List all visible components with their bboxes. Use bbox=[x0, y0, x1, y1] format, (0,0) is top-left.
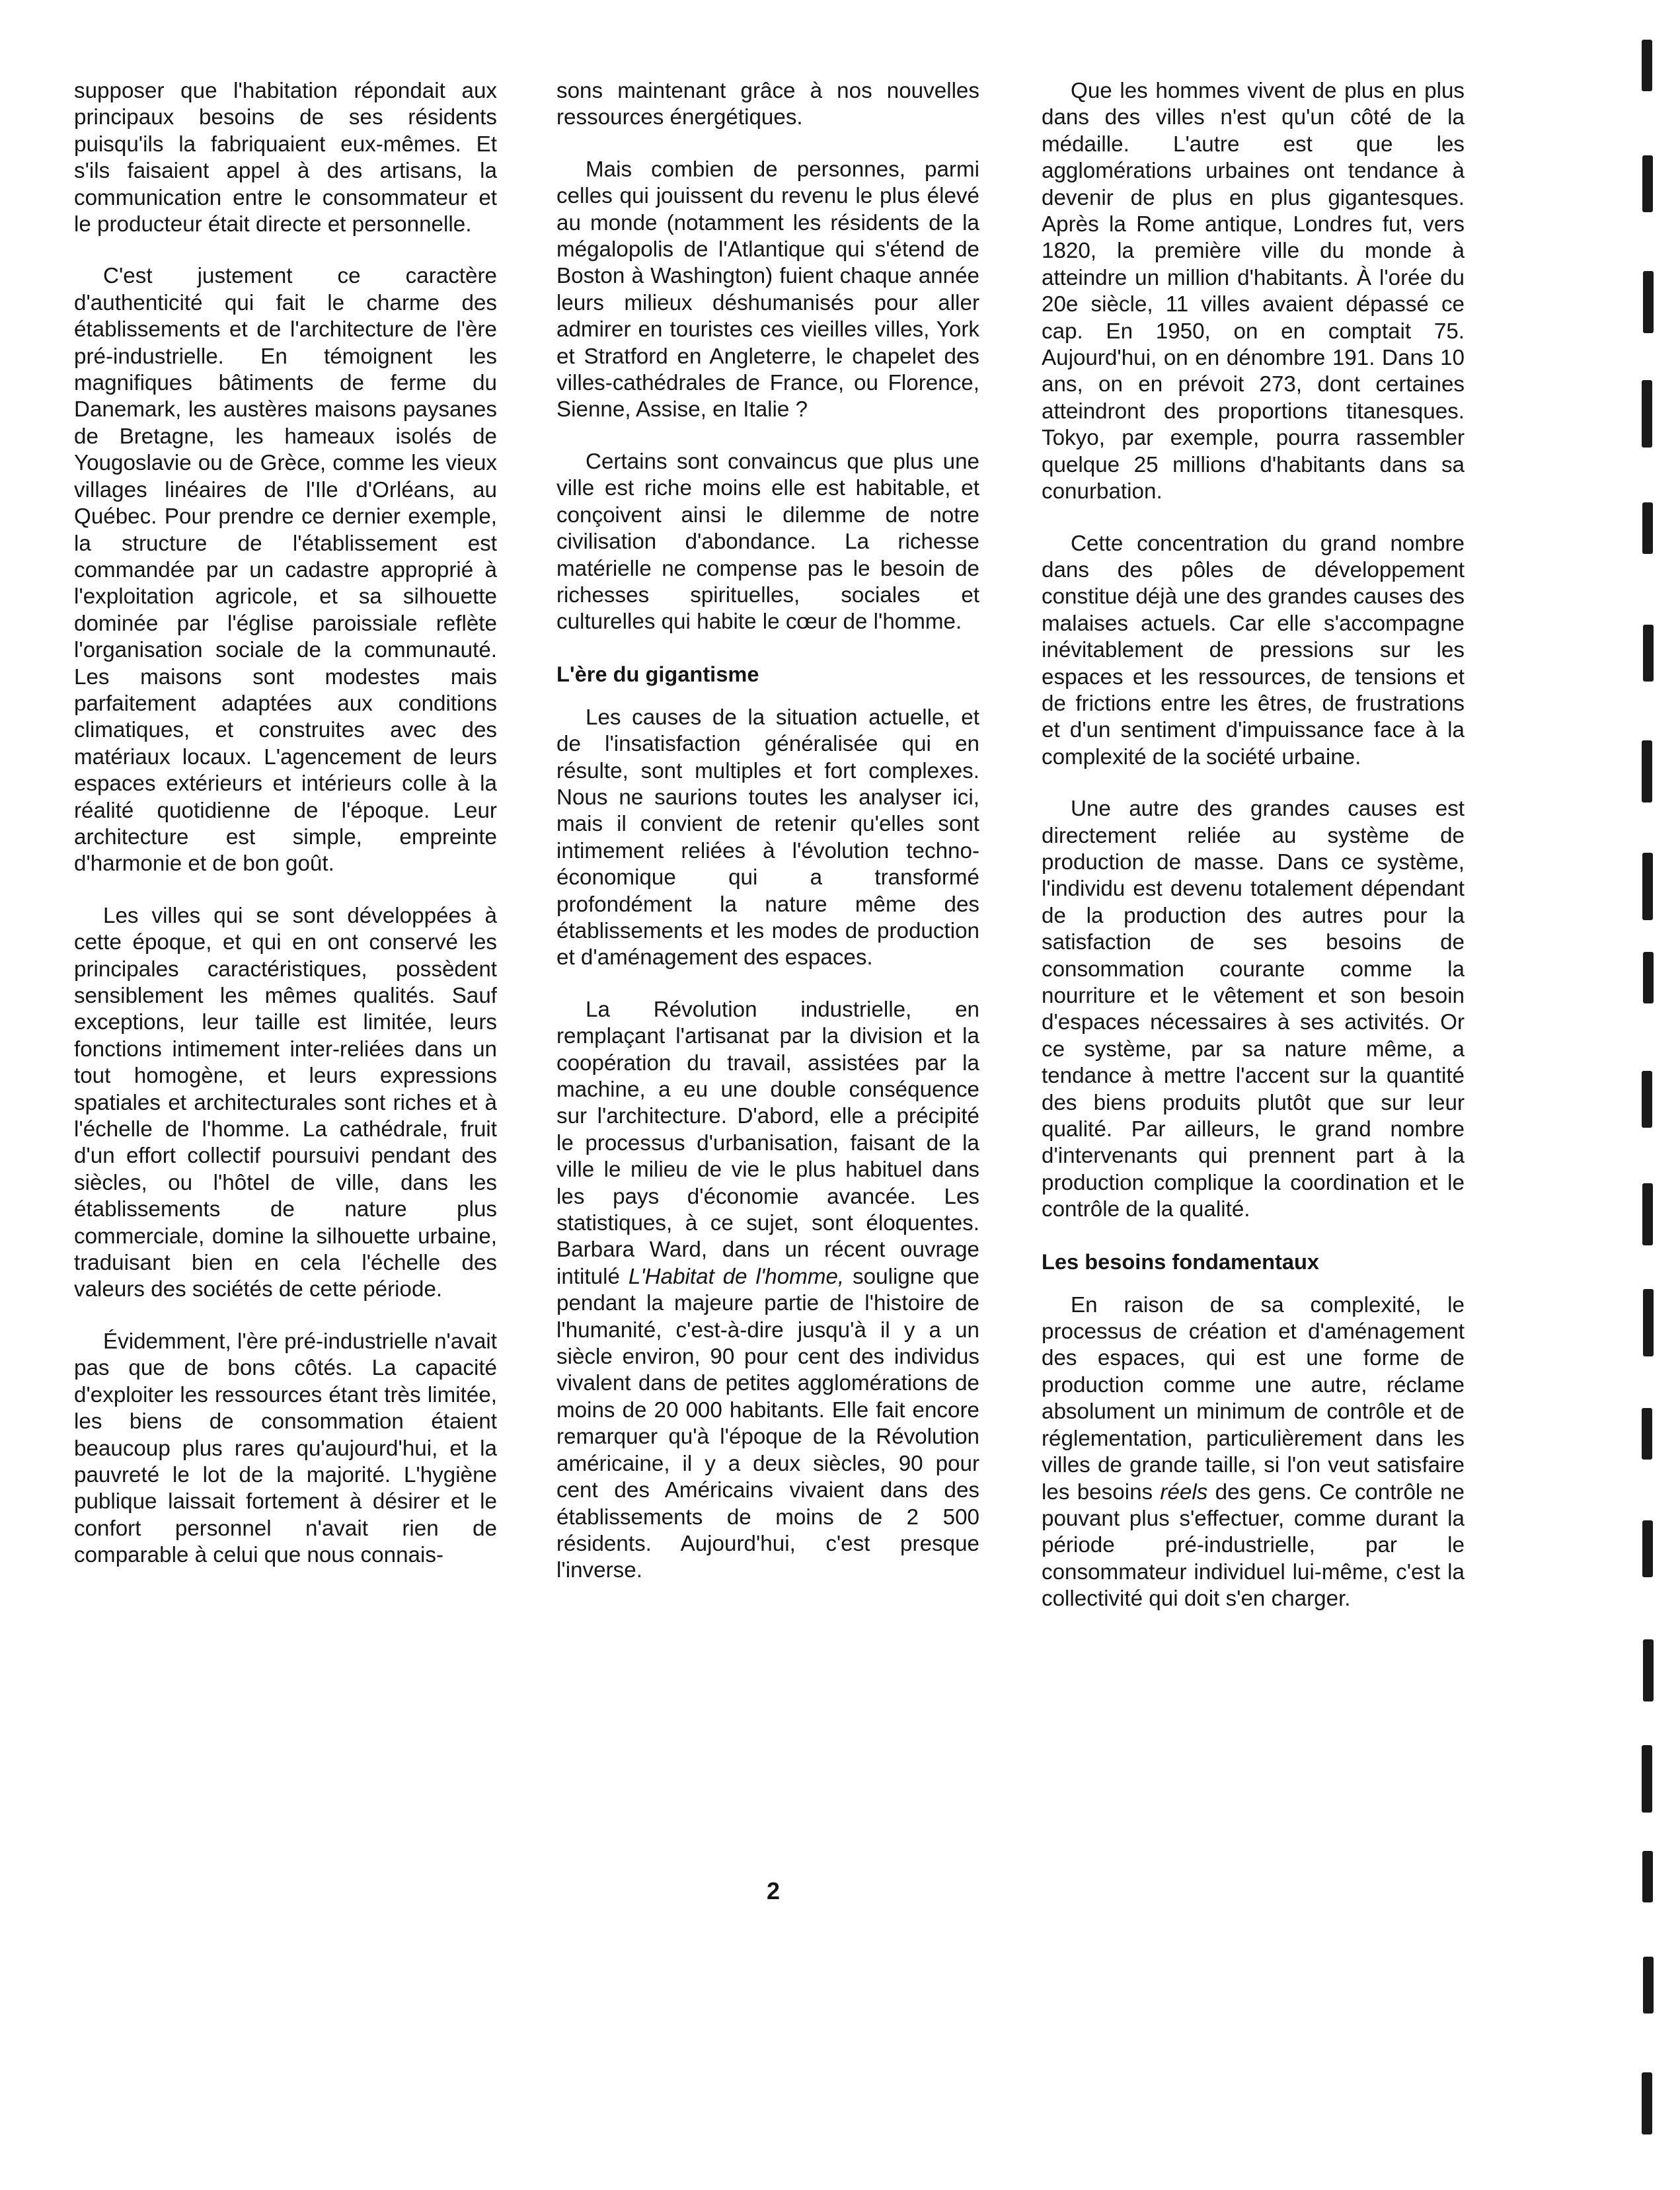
paragraph bbox=[1042, 1292, 1465, 1613]
section-heading-besoins: Les besoins fondamentaux bbox=[1042, 1249, 1319, 1274]
paragraph: Mais combien de personnes, parmi celles qui jouissent du revenu le plus élevé au monde (notamment les résidents de la mégalopolis de l'Atlantique qui s'étend de Boston à Washington) fuient chaque année leurs milieux déshumanisés pour aller admirer en touristes ces vieilles villes, York et Stratford en Angleterre, le chapelet des villes-cathédrales de France, ou Florence, Sienne, Assise, en Italie ? bbox=[556, 157, 979, 422]
paragraph bbox=[556, 997, 979, 1584]
binding-mark bbox=[1642, 380, 1652, 448]
paragraph: C'est justement ce caractère d'authenticité qui fait le charme des établissements et de l'architecture de l'ère pré-industrielle. En témoignent les magnifiques bâtiments de ferme du Danemark, les austères maisons paysanes de Bretagne, les hameaux isolés de Yougoslavie ou de Grèce, comme les vieux villages linéaires de l'Ile d'Orléans, au Québec. Pour prendre ce dernier exemple, la structure de l'établissement est commandée par un cadastre approprié à l'exploitation agricole, et sa silhouette dominée par l'église paroissiale reflète l'organisation sociale de la communauté. Les maisons sont modestes mais parfaitement adaptées aux conditions climatiques, et construites avec des matériaux locaux. L'agencement de leurs espaces extérieurs et intérieurs colle à la réalité quotidienne de l'époque. Leur architecture est simple, empreinte d'harmonie et de bon goût. bbox=[74, 264, 497, 877]
binding-mark bbox=[1642, 1520, 1653, 1577]
column-1 bbox=[74, 78, 497, 1594]
column-3 bbox=[1042, 78, 1465, 1638]
paragraph: Cette concentration du grand nombre dans des pôles de développement constitue déjà une des grandes causes des malaises actuels. Car elle s'accompagne inévitablement de pressions sur les espaces et les ressources, de tensions et de frictions entre les êtres, de frustrations et d'un sentiment d'impuissance face à la complexité de la société urbaine. bbox=[1042, 531, 1465, 769]
binding-mark bbox=[1642, 740, 1652, 802]
binding-mark bbox=[1642, 40, 1652, 91]
binding-mark bbox=[1643, 1639, 1654, 1701]
binding-mark bbox=[1642, 502, 1653, 554]
paragraph: supposer que l'habitation répondait aux principaux besoins de ses résidents puisqu'ils la fabriquaient eux-mêmes. Et s'ils faisaient appel à des artisans, la communication entre le consommateur et le producteur était directe et personnelle. bbox=[74, 79, 497, 237]
column-2 bbox=[556, 78, 979, 1610]
text-run: des gens. Ce contrôle ne pouvant plus s'effectuer, comme durant la période pré-industrielle, par le consommateur individuel lui-même, c'est la collectivité qui doit s'en charger. bbox=[1042, 1479, 1465, 1612]
binding-mark bbox=[1642, 1408, 1652, 1460]
text-run: La Révolution industrielle, en remplaçant l'artisanat par la division et la coopération du travail, assistées par la machine, a eu une double conséquence sur l'architecture. D'abord, elle a précipité le processus d'urbanisation, faisant de la ville le milieu de vie le plus habituel dans les pays d'économie avancée. Les statistiques, à ce sujet, sont éloquentes. Barbara Ward, dans un récent ouvrage intitulé bbox=[556, 997, 979, 1289]
binding-mark bbox=[1642, 1745, 1652, 1813]
paragraph: sons maintenant grâce à nos nouvelles ressources énergétiques. bbox=[556, 79, 979, 130]
binding-mark bbox=[1643, 271, 1654, 333]
paragraph: Une autre des grandes causes est directement reliée au système de production de masse. Dans ce système, l'individu est devenu totalement dépendant de la production des autres pour la satisfaction de ses besoins de consommation courante comme la nourriture et le vêtement et son besoin d'espaces nécessaires à ses activités. Or ce système, par sa nature même, a tendance à mettre l'accent sur la quantité des biens produits plutôt que sur leur qualité. Par ailleurs, le grand nombre d'intervenants qui prennent part à la production complique la coordination et le contrôle de la qualité. bbox=[1042, 797, 1465, 1222]
page-number: 2 bbox=[766, 1877, 781, 1904]
binding-mark bbox=[1643, 1957, 1654, 2014]
binding-mark bbox=[1642, 1071, 1652, 1128]
text-run: souligne que pendant la majeure partie de l'histoire de l'humanité, c'est-à-dire jusqu'à il y a un siècle environ, 90 pour cent des individus vivalent dans de petites agglomérations de moins de 20 000 habitants. Elle fait encore remarquer qu'à l'époque de la Révolution américaine, il y a deux siècles, 90 pour cent des Américains vivaient dans des établissements de moins de 2 500 résidents. Aujourd'hui, c'est presque l'inverse. bbox=[556, 1264, 979, 1583]
binding-mark bbox=[1643, 625, 1654, 682]
binding-mark bbox=[1642, 1183, 1653, 1245]
paragraph: Les villes qui se sont développées à cette époque, et qui en ont conservé les principales caractéristiques, possèdent sensiblement les mêmes qualités. Sauf exceptions, leur taille est limitée, leurs fonctions intimement inter-reliées dans un tout homogène, et leurs expressions spatiales et architecturales sont riches et à l'échelle de l'homme. La cathédrale, fruit d'un effort collectif poursuivi pendant des siècles, ou l'hôtel de ville, dans les établissements de nature plus commerciale, domine la silhouette urbaine, traduisant bien en cela l'échelle des valeurs des sociétés de cette période. bbox=[74, 903, 497, 1302]
binding-mark bbox=[1643, 1289, 1654, 1356]
text-run: En raison de sa complexité, le processus de création et d'aménagement des espaces, qui est une forme de production comme une autre, réclame absolument un minimum de contrôle et de réglementation, particulièrement dans les villes de grande taille, si l'on veut satisfaire les besoins bbox=[1042, 1292, 1465, 1505]
binding-mark bbox=[1643, 952, 1654, 1003]
binding-mark bbox=[1642, 2072, 1652, 2134]
paragraph: Évidemment, l'ère pré-industrielle n'avait pas que de bons côtés. La capacité d'exploiter les ressources étant très limitée, les biens de consommation étaient beaucoup plus rares qu'aujourd'hui, et la pauvreté le lot de la majorité. L'hygiène publique laissait fortement à désirer et le confort personnel n'avait rien de comparable à celui que nous connais- bbox=[74, 1329, 497, 1568]
section-heading-gigantisme: L'ère du gigantisme bbox=[556, 661, 759, 686]
paragraph: Certains sont convaincus que plus une ville est riche moins elle est habitable, et conçoivent ainsi le dilemme de notre civilisation d'abondance. La richesse matérielle ne compense pas le besoin de richesses spirituelles, sociales et culturelles qui habite le cœur de l'homme. bbox=[556, 449, 979, 635]
book-title: L'Habitat de l'homme, bbox=[628, 1264, 845, 1289]
paragraph: Que les hommes vivent de plus en plus dans des villes n'est qu'un côté de la médaille. L'autre est que les agglomérations urbaines ont tendance à devenir de plus en plus gigantesques. Après la Rome antique, Londres fut, vers 1820, la première ville du monde à atteindre un million d'habitants. À l'orée du 20e siècle, 11 villes avaient dépassé ce cap. En 1950, on en comptait 75. Aujourd'hui, on en dénombre 191. Dans 10 ans, on en prévoit 273, dont certaines atteindront des proportions titanesques. Tokyo, par exemple, pourra rassembler quelque 25 millions d'habitants dans sa conurbation. bbox=[1042, 79, 1465, 504]
emphasis: réels bbox=[1160, 1479, 1208, 1505]
binding-mark bbox=[1642, 155, 1653, 212]
paragraph: Les causes de la situation actuelle, et de l'insatisfaction généralisée qui en résulte, sont multiples et fort complexes. Nous ne saurions toutes les analyser ici, mais il convient de retenir qu'elles sont intimement reliées à l'évolution techno-économique qui a transformé profondément la nature même des établissements et les modes de production et d'aménagement des espaces. bbox=[556, 705, 979, 970]
binding-mark bbox=[1642, 853, 1653, 920]
binding-mark bbox=[1642, 1851, 1653, 1902]
